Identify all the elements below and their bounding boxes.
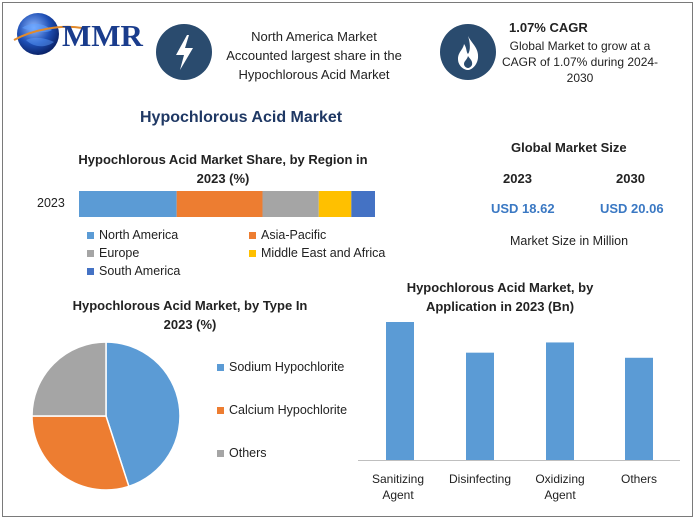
- main-title: Hypochlorous Acid Market: [140, 109, 343, 126]
- type-chart-title: Hypochlorous Acid Market, by Type In 2023 (%): [72, 298, 308, 332]
- market-size-year-2030: 2030: [616, 171, 645, 186]
- market-size-unit-note: Market Size in Million: [510, 234, 629, 248]
- legend-asia-pacific: Asia-Pacific: [249, 228, 326, 242]
- legend-calcium-hypochlorite: Calcium Hypochlorite: [217, 403, 347, 417]
- type-pie-chart: [30, 340, 182, 492]
- region-bar-segment-middle-east-and-africa: [319, 191, 352, 217]
- highlight-icon-circle: [156, 24, 212, 80]
- app-tick-sanitizing-agent: Sanitizing Agent: [371, 472, 425, 502]
- app-tick-disinfecting: Disinfecting: [448, 472, 512, 486]
- lightning-bolt-icon: [156, 24, 212, 80]
- app-bar-sanitizing-agent: [386, 322, 414, 460]
- region-bar-segment-north-america: [79, 191, 177, 217]
- region-bar-segment-south-america: [351, 191, 375, 217]
- legend-europe: Europe: [87, 246, 139, 260]
- legend-south-america: South America: [87, 264, 180, 278]
- region-stacked-bar-chart: [79, 191, 375, 217]
- app-bar-others: [625, 358, 653, 460]
- highlight-text: North America Market Accounted largest share in the Hypochlorous Acid Market: [226, 29, 402, 82]
- region-chart-title: Hypochlorous Acid Market Share, by Region in 2023 (%): [78, 152, 368, 186]
- application-chart-title: Hypochlorous Acid Market, by Application in 2023 (Bn): [406, 280, 594, 314]
- pie-slice-others: [32, 342, 106, 416]
- legend-others: Others: [217, 446, 267, 460]
- market-size-value-2030: USD 20.06: [600, 201, 664, 216]
- region-chart-category-label: 2023: [37, 196, 65, 210]
- app-tick-oxidizing-agent: Oxidizing Agent: [535, 472, 585, 502]
- region-bar-segment-europe: [263, 191, 319, 217]
- logo: [12, 10, 142, 58]
- app-tick-others: Others: [620, 472, 657, 486]
- market-size-year-2023: 2023: [503, 171, 532, 186]
- cagr-icon-circle: [440, 24, 496, 80]
- logo-text: MMR: [62, 18, 143, 53]
- legend-north-america: North America: [87, 228, 178, 242]
- cagr-title: 1.07% CAGR: [509, 20, 588, 35]
- legend-middle-east-africa: Middle East and Africa: [249, 246, 385, 260]
- flame-icon: [440, 24, 496, 80]
- application-bar-chart: [358, 316, 680, 462]
- market-size-value-2023: USD 18.62: [491, 201, 555, 216]
- app-bar-disinfecting: [466, 353, 494, 460]
- region-bar-segment-asia-pacific: [177, 191, 263, 217]
- app-bar-oxidizing-agent: [546, 342, 574, 460]
- legend-sodium-hypochlorite: Sodium Hypochlorite: [217, 360, 344, 374]
- market-size-title: Global Market Size: [511, 140, 627, 155]
- cagr-text: Global Market to grow at a CAGR of 1.07% during 2024-2030: [501, 39, 659, 85]
